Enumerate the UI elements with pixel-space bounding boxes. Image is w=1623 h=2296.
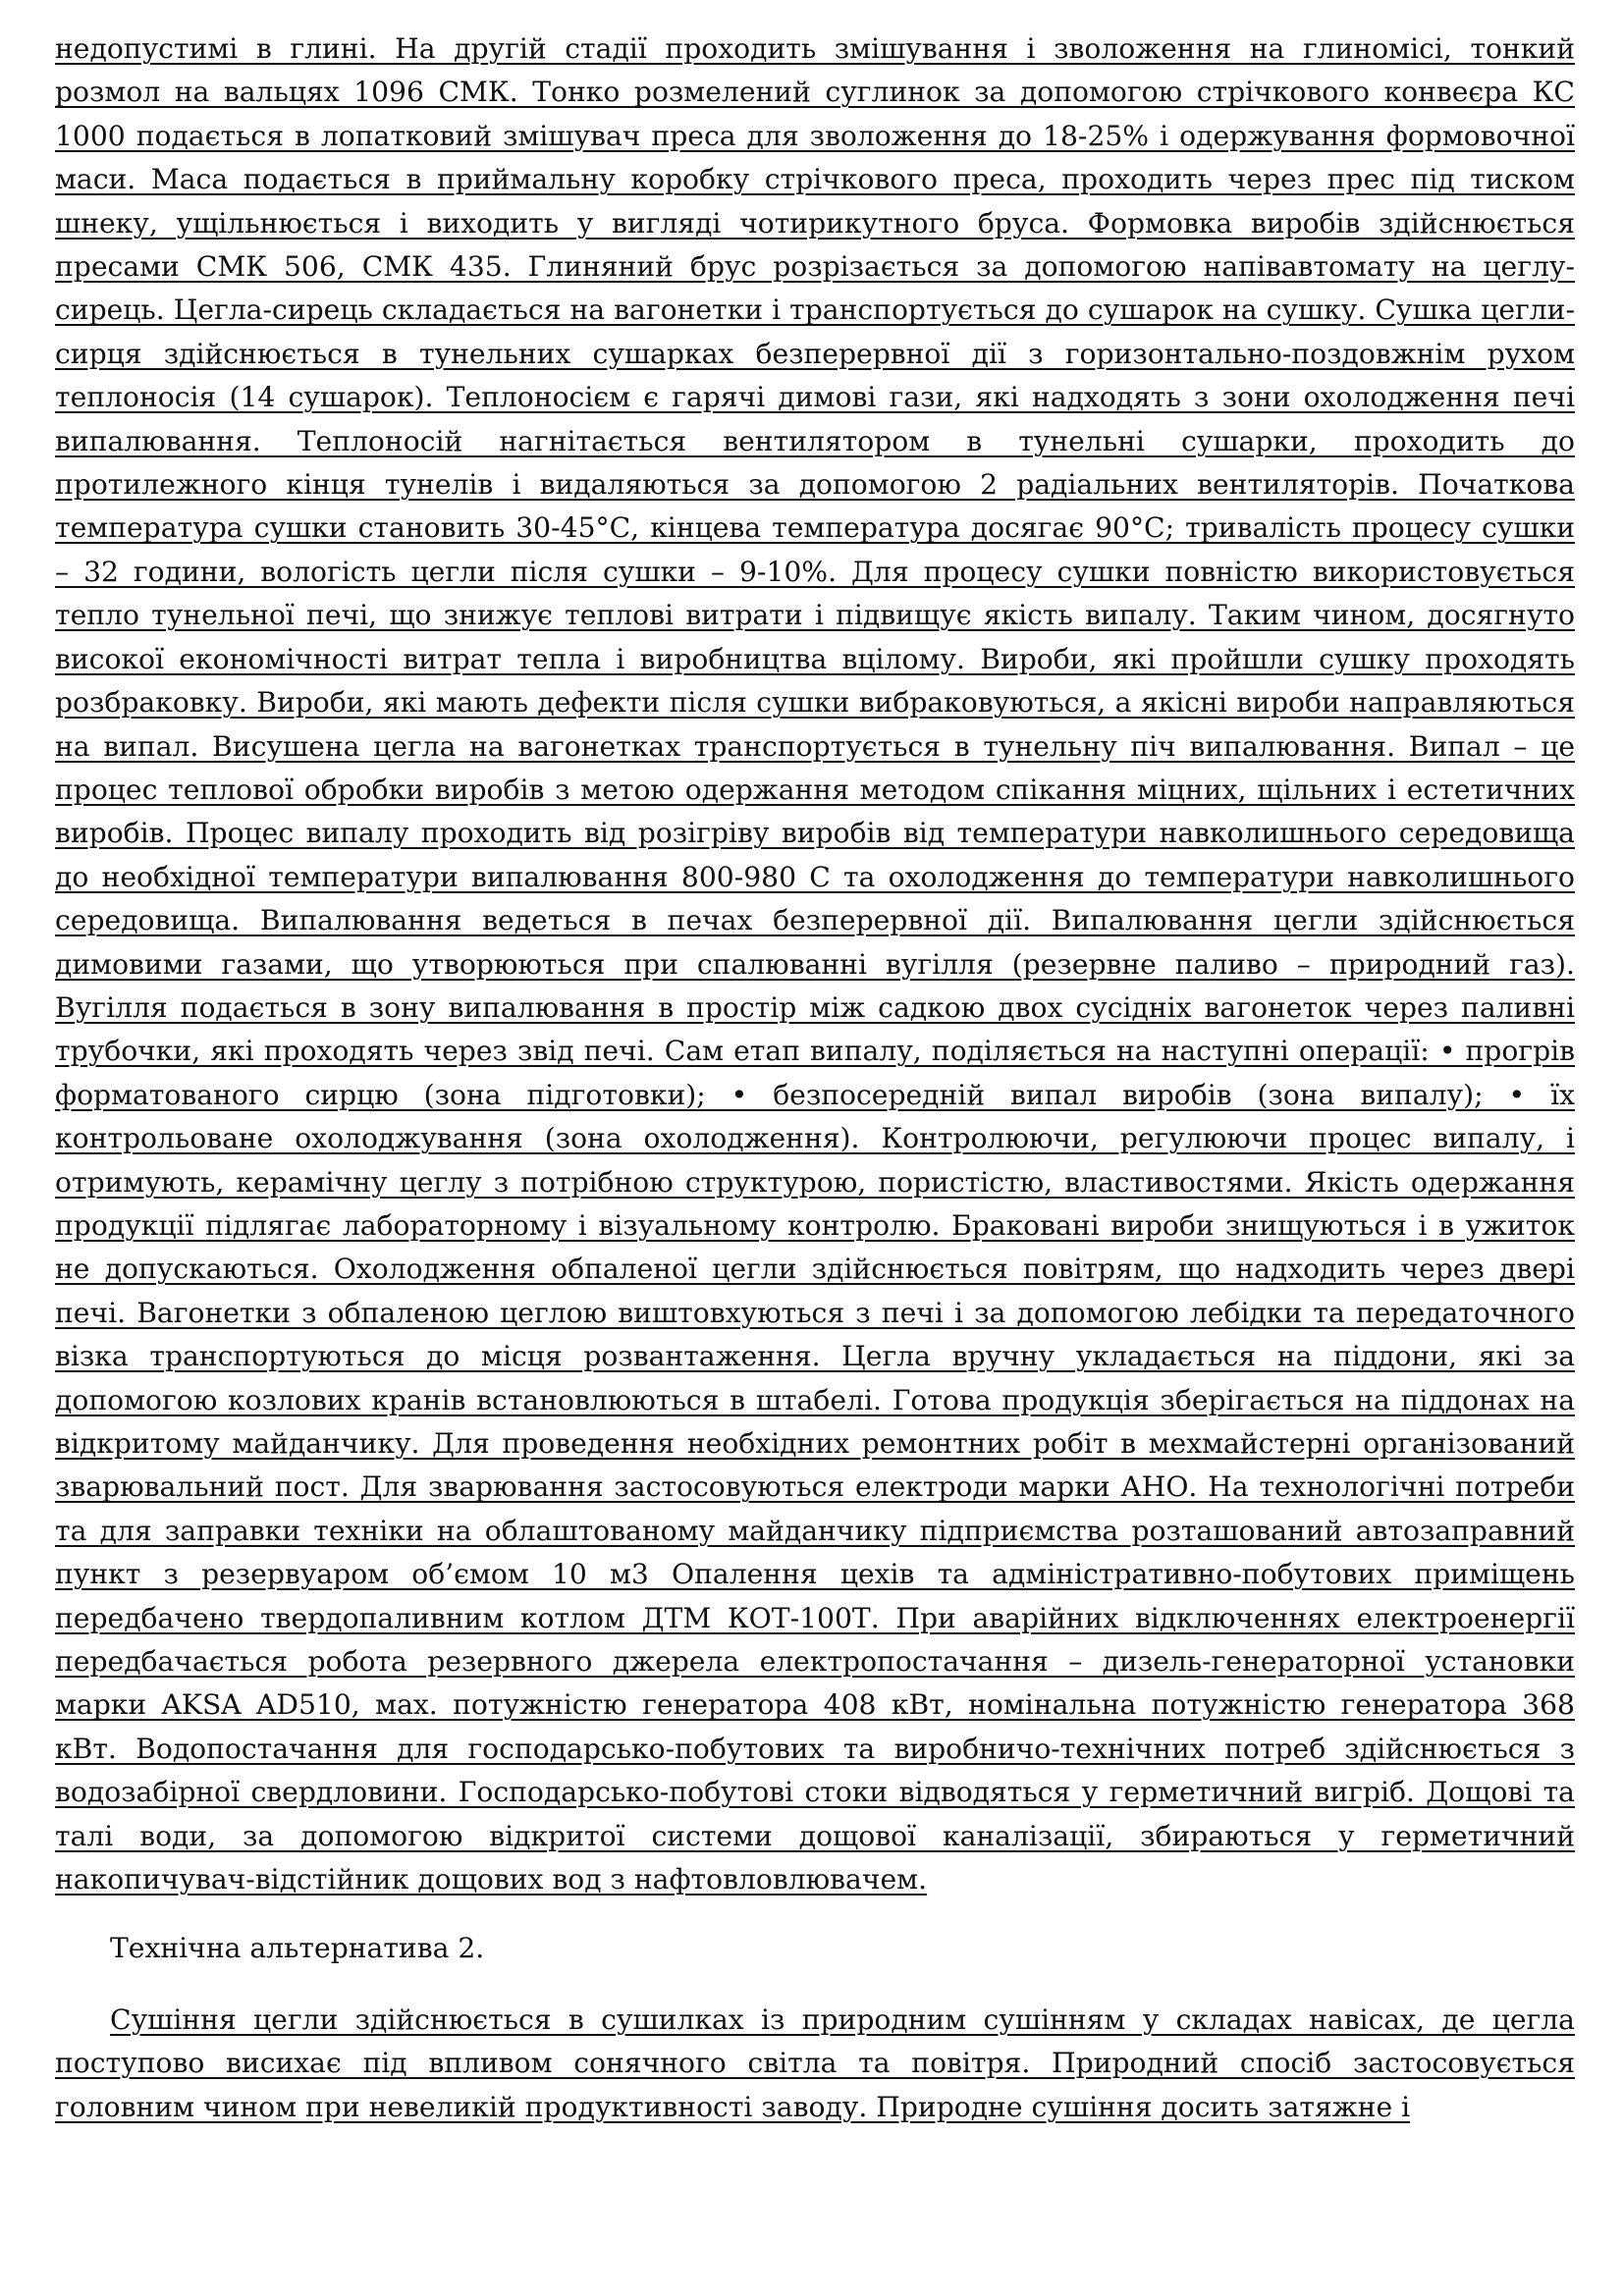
body-paragraph-alternative-2: Сушіння цегли здійснюється в сушилках із природним сушінням у складах навісах, де цегла поступово висихає під впливом сонячного світла та повітря. Природний спосіб застосовується головним чином при невеликій продуктивності заводу. Природне сушіння досить затяжне і	[55, 2002, 1575, 2123]
body-paragraph-main: недопустимі в глині. На другій стадії проходить змішування і зволоження на глиномісі, тонкий розмол на вальцях 1096 СМК. Тонко розмелений суглинок за допомогою стрічкового конвеєра КС 1000 подається в лопатковий змішувач преса для зволоження до 18-25% і одержування формовочної маси. Маса подається в приймальну коробку стрічкового преса, проходить через прес під тиском шнеку, ущільнюється і виходить у вигляді чотирикутного бруса. Формовка виробів здійснюється пресами СМК 506, СМК 435. Глиняний брус розрізається за допомогою напівавтомату на цеглу-сирець. Цегла-сирець складається на вагонетки і транспортується до сушарок на сушку. Сушка цегли-сирця здійснюється в тунельних сушарках безперервної дії з горизонтально-поздовжнім рухом теплоносія (14 сушарок). Теплоносієм є гарячі димові гази, які надходять з зони охолодження печі випалювання. Теплоносій нагнітається вентилятором в тунельні сушарки, проходить до протилежного кінця тунелів і видаляються за допомогою 2 радіальних вентиляторів. Початкова температура сушки становить 30-45°С, кінцева температура досягає 90°С; тривалість процесу сушки – 32 години, вологість цегли після сушки – 9-10%. Для процесу сушки повністю використовується тепло тунельної печі, що знижує теплові витрати і підвищує якість випалу. Таким чином, досягнуто високої економічності витрат тепла і виробництва вцілому. Вироби, які пройшли сушку проходять розбраковку. Вироби, які мають дефекти після сушки вибраковуються, а якісні вироби направляються на випал. Висушена цегла на вагонетках транспортується в тунельну піч випалювання. Випал – це процес теплової обробки виробів з метою одержання методом спікання міцних, щільних і естетичних виробів. Процес випалу проходить від розігріву виробів від температури навколишнього середовища до необхідної температури випалювання 800-980 С та охолодження до температури навколишнього середовища. Випалювання ведеться в печах безперервної дії. Випалювання цегли здійснюється димовими газами, що утворюються при спалюванні вугілля (резервне паливо – природний газ). Вугілля подається в зону випалювання в простір між садкою двох сусідніх вагонеток через паливні трубочки, які проходять через звід печі. Сам етап випалу, поділяється на наступні операції: • прогрів форматованого сирцю (зона підготовки); • безпосередній випал виробів (зона випалу); • їх контрольоване охолоджування (зона охолодження). Контролюючи, регулюючи процес випалу, і отримують, керамічну цеглу з потрібною структурою, пористістю, властивостями. Якість одержання продукції підлягає лабораторному і візуальному контролю. Браковані вироби знищуються і в ужиток не допускаються. Охолодження обпаленої цегли здійснюється повітрям, що надходить через двері печі. Вагонетки з обпаленою цеглою виштовхуються з печі і за допомогою лебідки та передаточного візка транспортуються до місця розвантаження. Цегла вручну укладається на піддони, які за допомогою козлових кранів встановлюються в штабелі. Готова продукція зберігається на піддонах на відкритому майданчику. Для проведення необхідних ремонтних робіт в мехмайстерні організований зварювальний пост. Для зварювання застосовуються електроди марки АНО. На технологічні потреби та для заправки техніки на облаштованому майданчику підприємства розташований автозаправний пункт з резервуаром об’ємом 10 м3 Опалення цехів та адміністративно-побутових приміщень передбачено твердопаливним котлом ДТМ КОТ-100Т. При аварійних відключеннях електроенергії передбачається робота резервного джерела електропостачання – дизель-генераторної установки марки AKSA AD510, мах. потужністю генератора 408 кВт, номінальна потужністю генератора 368 кВт. Водопостачання для господарсько-побутових та виробничо-технічних потреб здійснюється з водозабірної свердловини. Господарсько-побутові стоки відводяться у герметичний вигріб. Дощові та талі води, за допомогою відкритої системи дощової каналізації, збираються у герметичний накопичувач-відстійник дощових вод з нафтовловлювачем.	[55, 32, 1575, 1896]
section-heading-alternative-2: Технічна альтернатива 2.	[110, 1932, 485, 1965]
document-page	[55, 27, 1575, 2129]
